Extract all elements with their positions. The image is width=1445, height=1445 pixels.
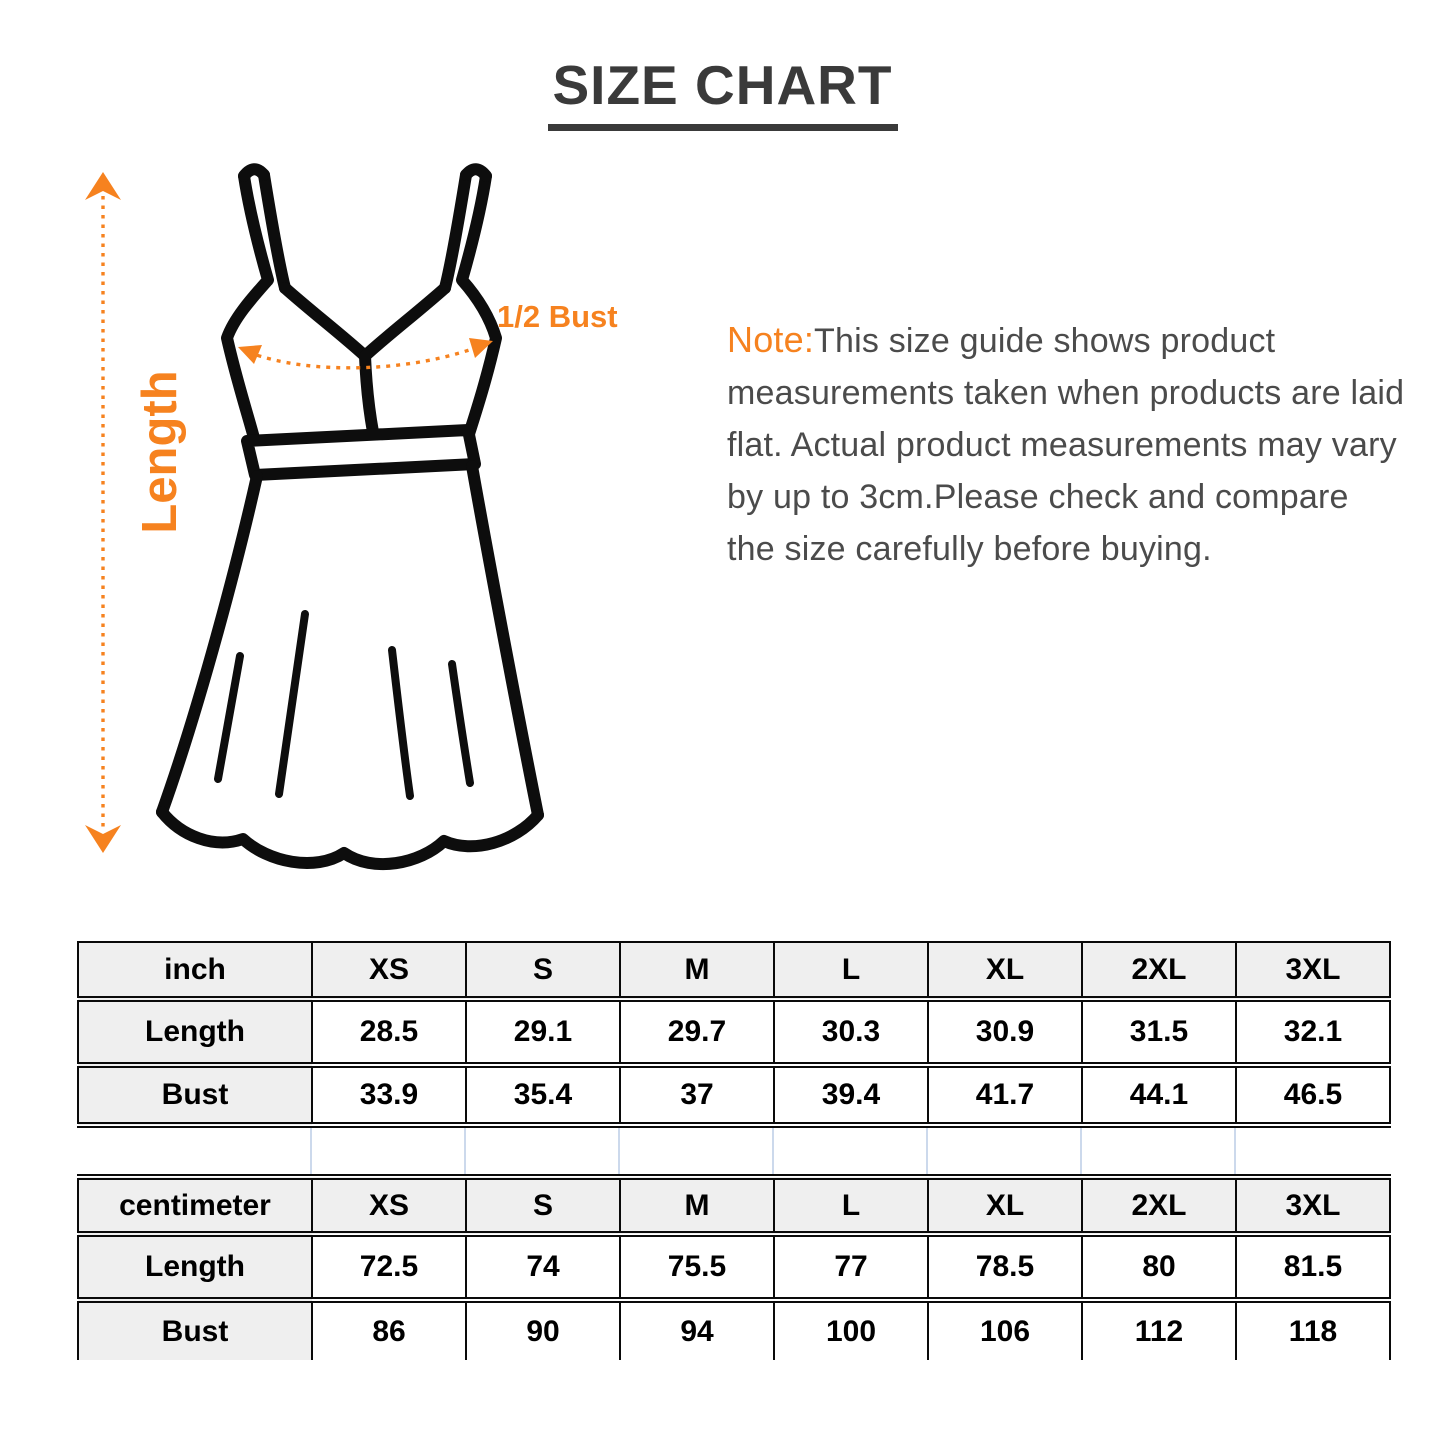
centimeter-table <box>77 1174 1391 1360</box>
unit-header-cell: inch <box>78 942 312 999</box>
size-header-cell: S <box>466 942 620 999</box>
length-label: Length <box>133 370 187 534</box>
value-cell: 106 <box>928 1300 1082 1360</box>
value-cell: 100 <box>774 1300 928 1360</box>
size-header-cell: 3XL <box>1236 1177 1390 1234</box>
note-text <box>727 314 1405 575</box>
size-header-cell: XL <box>928 942 1082 999</box>
value-cell: 41.7 <box>928 1065 1082 1125</box>
page-title: SIZE CHART <box>548 58 898 131</box>
value-cell: 39.4 <box>774 1065 928 1125</box>
size-header-cell: 2XL <box>1082 942 1236 999</box>
value-cell: 30.3 <box>774 999 928 1065</box>
row-label-cell: Length <box>78 1234 312 1300</box>
size-header-cell: XS <box>312 1177 466 1234</box>
value-cell: 86 <box>312 1300 466 1360</box>
table-row <box>78 1065 1390 1125</box>
table-gap <box>77 1128 1389 1174</box>
dress-diagram <box>40 150 620 880</box>
length-arrowhead-up <box>85 172 121 200</box>
value-cell: 78.5 <box>928 1234 1082 1300</box>
size-header-cell: 3XL <box>1236 942 1390 999</box>
value-cell: 81.5 <box>1236 1234 1390 1300</box>
value-cell: 46.5 <box>1236 1065 1390 1125</box>
bust-label: 1/2 Bust <box>497 299 618 334</box>
value-cell: 75.5 <box>620 1234 774 1300</box>
value-cell: 90 <box>466 1300 620 1360</box>
value-cell: 44.1 <box>1082 1065 1236 1125</box>
gap-gridline <box>1234 1128 1236 1174</box>
dress-outline <box>162 169 538 864</box>
gap-gridline <box>926 1128 928 1174</box>
value-cell: 72.5 <box>312 1234 466 1300</box>
table-row <box>78 999 1390 1065</box>
value-cell: 29.7 <box>620 999 774 1065</box>
value-cell: 74 <box>466 1234 620 1300</box>
table-row <box>78 1300 1390 1360</box>
size-header-cell: XL <box>928 1177 1082 1234</box>
value-cell: 32.1 <box>1236 999 1390 1065</box>
value-cell: 30.9 <box>928 999 1082 1065</box>
unit-header-cell: centimeter <box>78 1177 312 1234</box>
value-cell: 35.4 <box>466 1065 620 1125</box>
table-row <box>78 1234 1390 1300</box>
table-row <box>78 942 1390 999</box>
value-cell: 112 <box>1082 1300 1236 1360</box>
page-title-row <box>0 54 1445 131</box>
size-header-cell: M <box>620 942 774 999</box>
value-cell: 33.9 <box>312 1065 466 1125</box>
size-header-cell: L <box>774 942 928 999</box>
inch-table <box>77 941 1391 1128</box>
gap-gridline <box>464 1128 466 1174</box>
size-header-cell: XS <box>312 942 466 999</box>
note-label: Note: <box>727 319 815 360</box>
value-cell: 31.5 <box>1082 999 1236 1065</box>
size-header-cell: 2XL <box>1082 1177 1236 1234</box>
row-label-cell: Bust <box>78 1300 312 1360</box>
gap-gridline <box>1080 1128 1082 1174</box>
row-label-cell: Bust <box>78 1065 312 1125</box>
length-arrowhead-down <box>85 825 121 853</box>
value-cell: 80 <box>1082 1234 1236 1300</box>
value-cell: 28.5 <box>312 999 466 1065</box>
size-header-cell: L <box>774 1177 928 1234</box>
value-cell: 77 <box>774 1234 928 1300</box>
value-cell: 29.1 <box>466 999 620 1065</box>
value-cell: 37 <box>620 1065 774 1125</box>
gap-gridline <box>772 1128 774 1174</box>
value-cell: 118 <box>1236 1300 1390 1360</box>
size-tables <box>77 941 1389 1360</box>
table-row <box>78 1177 1390 1234</box>
size-header-cell: M <box>620 1177 774 1234</box>
length-arrow <box>85 172 121 853</box>
row-label-cell: Length <box>78 999 312 1065</box>
gap-gridline <box>618 1128 620 1174</box>
gap-gridline <box>310 1128 312 1174</box>
note-body: This size guide shows product measurements taken when products are laid flat. Actual product measurements may vary by up to 3cm.Please check and compare the size carefully before buying. <box>727 322 1405 568</box>
value-cell: 94 <box>620 1300 774 1360</box>
size-header-cell: S <box>466 1177 620 1234</box>
